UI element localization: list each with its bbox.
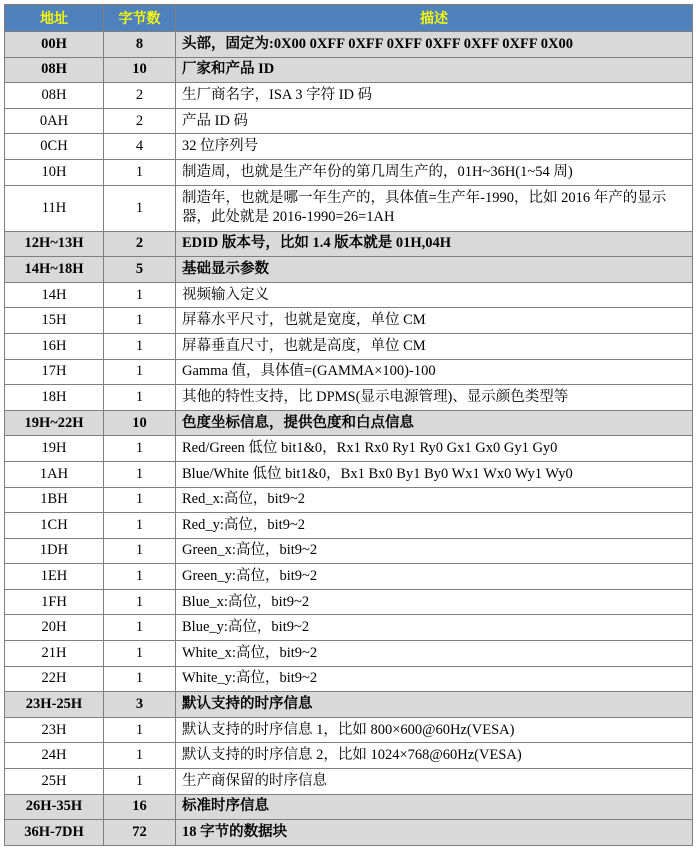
cell-description: Gamma 值，具体值=(GAMMA×100)-100: [176, 359, 693, 385]
cell-bytes: 1: [104, 308, 176, 334]
cell-description: 屏幕垂直尺寸，也就是高度，单位 CM: [176, 333, 693, 359]
cell-description: Blue_y:高位，bit9~2: [176, 615, 693, 641]
cell-address: 14H~18H: [5, 257, 104, 283]
cell-address: 36H-7DH: [5, 820, 104, 846]
cell-address: 20H: [5, 615, 104, 641]
cell-address: 08H: [5, 83, 104, 109]
cell-bytes: 1: [104, 385, 176, 411]
table-row: [5, 641, 693, 667]
table-row: [5, 159, 693, 185]
cell-bytes: 1: [104, 564, 176, 590]
cell-description: 默认支持的时序信息 1，比如 800×600@60Hz(VESA): [176, 717, 693, 743]
cell-description: Red_x:高位，bit9~2: [176, 487, 693, 513]
table-row: [5, 461, 693, 487]
cell-description: 生产商保留的时序信息: [176, 769, 693, 795]
cell-address: 16H: [5, 333, 104, 359]
cell-bytes: 16: [104, 794, 176, 820]
cell-description: 屏幕水平尺寸，也就是宽度，单位 CM: [176, 308, 693, 334]
cell-description: White_x:高位，bit9~2: [176, 641, 693, 667]
table-row: [5, 282, 693, 308]
table-row: [5, 615, 693, 641]
cell-address: 24H: [5, 743, 104, 769]
cell-description: 色度坐标信息，提供色度和白点信息: [176, 410, 693, 436]
cell-bytes: 1: [104, 461, 176, 487]
cell-bytes: 4: [104, 134, 176, 160]
table-row: [5, 185, 693, 231]
cell-bytes: 3: [104, 692, 176, 718]
table-header-row: [5, 5, 693, 32]
cell-bytes: 1: [104, 185, 176, 231]
cell-bytes: 1: [104, 615, 176, 641]
cell-bytes: 72: [104, 820, 176, 846]
cell-description: 其他的特性支持，比 DPMS(显示电源管理)、显示颜色类型等: [176, 385, 693, 411]
table-row: [5, 717, 693, 743]
table-row: [5, 359, 693, 385]
cell-bytes: 1: [104, 743, 176, 769]
cell-address: 1AH: [5, 461, 104, 487]
header-address: 地址: [5, 5, 104, 32]
cell-address: 19H~22H: [5, 410, 104, 436]
table-row: [5, 564, 693, 590]
cell-bytes: 10: [104, 410, 176, 436]
cell-bytes: 5: [104, 257, 176, 283]
cell-description: 厂家和产品 ID: [176, 57, 693, 83]
table-row: [5, 436, 693, 462]
cell-address: 00H: [5, 32, 104, 58]
cell-description: 默认支持的时序信息: [176, 692, 693, 718]
table-row: [5, 666, 693, 692]
cell-bytes: 1: [104, 282, 176, 308]
cell-address: 0CH: [5, 134, 104, 160]
cell-description: 制造年，也就是哪一年生产的，具体值=生产年-1990，比如 2016 年产的显示器，此处就是 2016-1990=26=1AH: [176, 185, 693, 231]
cell-description: Red_y:高位，bit9~2: [176, 513, 693, 539]
cell-description: Blue_x:高位，bit9~2: [176, 589, 693, 615]
table-row: [5, 134, 693, 160]
cell-bytes: 1: [104, 513, 176, 539]
cell-address: 1FH: [5, 589, 104, 615]
cell-bytes: 1: [104, 641, 176, 667]
cell-bytes: 10: [104, 57, 176, 83]
cell-bytes: 2: [104, 83, 176, 109]
table-row: [5, 385, 693, 411]
edid-table-container: [4, 4, 692, 846]
cell-description: 头部，固定为:0X00 0XFF 0XFF 0XFF 0XFF 0XFF 0XFF 0X00: [176, 32, 693, 58]
cell-address: 21H: [5, 641, 104, 667]
cell-bytes: 1: [104, 769, 176, 795]
cell-bytes: 1: [104, 333, 176, 359]
cell-bytes: 1: [104, 359, 176, 385]
table-row: [5, 487, 693, 513]
cell-address: 23H-25H: [5, 692, 104, 718]
cell-address: 11H: [5, 185, 104, 231]
table-body: [5, 32, 693, 846]
table-row-group: [5, 794, 693, 820]
cell-address: 23H: [5, 717, 104, 743]
cell-address: 0AH: [5, 108, 104, 134]
cell-description: 视频输入定义: [176, 282, 693, 308]
cell-bytes: 1: [104, 159, 176, 185]
cell-address: 22H: [5, 666, 104, 692]
table-row: [5, 83, 693, 109]
header-description: 描述: [176, 5, 693, 32]
table-row-group: [5, 692, 693, 718]
table-row-group: [5, 410, 693, 436]
cell-description: White_y:高位，bit9~2: [176, 666, 693, 692]
cell-description: 生厂商名字，ISA 3 字符 ID 码: [176, 83, 693, 109]
cell-description: 标准时序信息: [176, 794, 693, 820]
table-row: [5, 513, 693, 539]
cell-address: 19H: [5, 436, 104, 462]
cell-description: Red/Green 低位 bit1&0，Rx1 Rx0 Ry1 Ry0 Gx1 Gx0 Gy1 Gy0: [176, 436, 693, 462]
cell-bytes: 1: [104, 666, 176, 692]
table-row-group: [5, 257, 693, 283]
cell-description: EDID 版本号，比如 1.4 版本就是 01H,04H: [176, 231, 693, 257]
cell-description: Green_x:高位，bit9~2: [176, 538, 693, 564]
cell-bytes: 1: [104, 538, 176, 564]
table-row-group: [5, 820, 693, 846]
cell-bytes: 1: [104, 436, 176, 462]
table-row: [5, 769, 693, 795]
table-row: [5, 108, 693, 134]
cell-address: 1CH: [5, 513, 104, 539]
table-row-group: [5, 57, 693, 83]
table-row-group: [5, 231, 693, 257]
table-row: [5, 308, 693, 334]
cell-address: 18H: [5, 385, 104, 411]
table-row: [5, 333, 693, 359]
cell-address: 1DH: [5, 538, 104, 564]
cell-description: 产品 ID 码: [176, 108, 693, 134]
cell-address: 12H~13H: [5, 231, 104, 257]
table-row: [5, 538, 693, 564]
table-row-group: [5, 32, 693, 58]
cell-bytes: 1: [104, 589, 176, 615]
cell-description: 基础显示参数: [176, 257, 693, 283]
cell-bytes: 2: [104, 231, 176, 257]
cell-address: 15H: [5, 308, 104, 334]
cell-bytes: 1: [104, 717, 176, 743]
cell-bytes: 8: [104, 32, 176, 58]
cell-address: 1EH: [5, 564, 104, 590]
table-row: [5, 743, 693, 769]
cell-bytes: 2: [104, 108, 176, 134]
cell-description: 制造周，也就是生产年份的第几周生产的，01H~36H(1~54 周): [176, 159, 693, 185]
cell-address: 10H: [5, 159, 104, 185]
cell-address: 14H: [5, 282, 104, 308]
table-row: [5, 589, 693, 615]
cell-address: 25H: [5, 769, 104, 795]
cell-bytes: 1: [104, 487, 176, 513]
edid-table: [4, 4, 693, 846]
cell-description: Green_y:高位，bit9~2: [176, 564, 693, 590]
cell-description: 32 位序列号: [176, 134, 693, 160]
cell-description: 默认支持的时序信息 2，比如 1024×768@60Hz(VESA): [176, 743, 693, 769]
cell-address: 17H: [5, 359, 104, 385]
cell-address: 08H: [5, 57, 104, 83]
cell-description: Blue/White 低位 bit1&0，Bx1 Bx0 By1 By0 Wx1 Wx0 Wy1 Wy0: [176, 461, 693, 487]
cell-address: 1BH: [5, 487, 104, 513]
cell-address: 26H-35H: [5, 794, 104, 820]
header-bytes: 字节数: [104, 5, 176, 32]
cell-description: 18 字节的数据块: [176, 820, 693, 846]
